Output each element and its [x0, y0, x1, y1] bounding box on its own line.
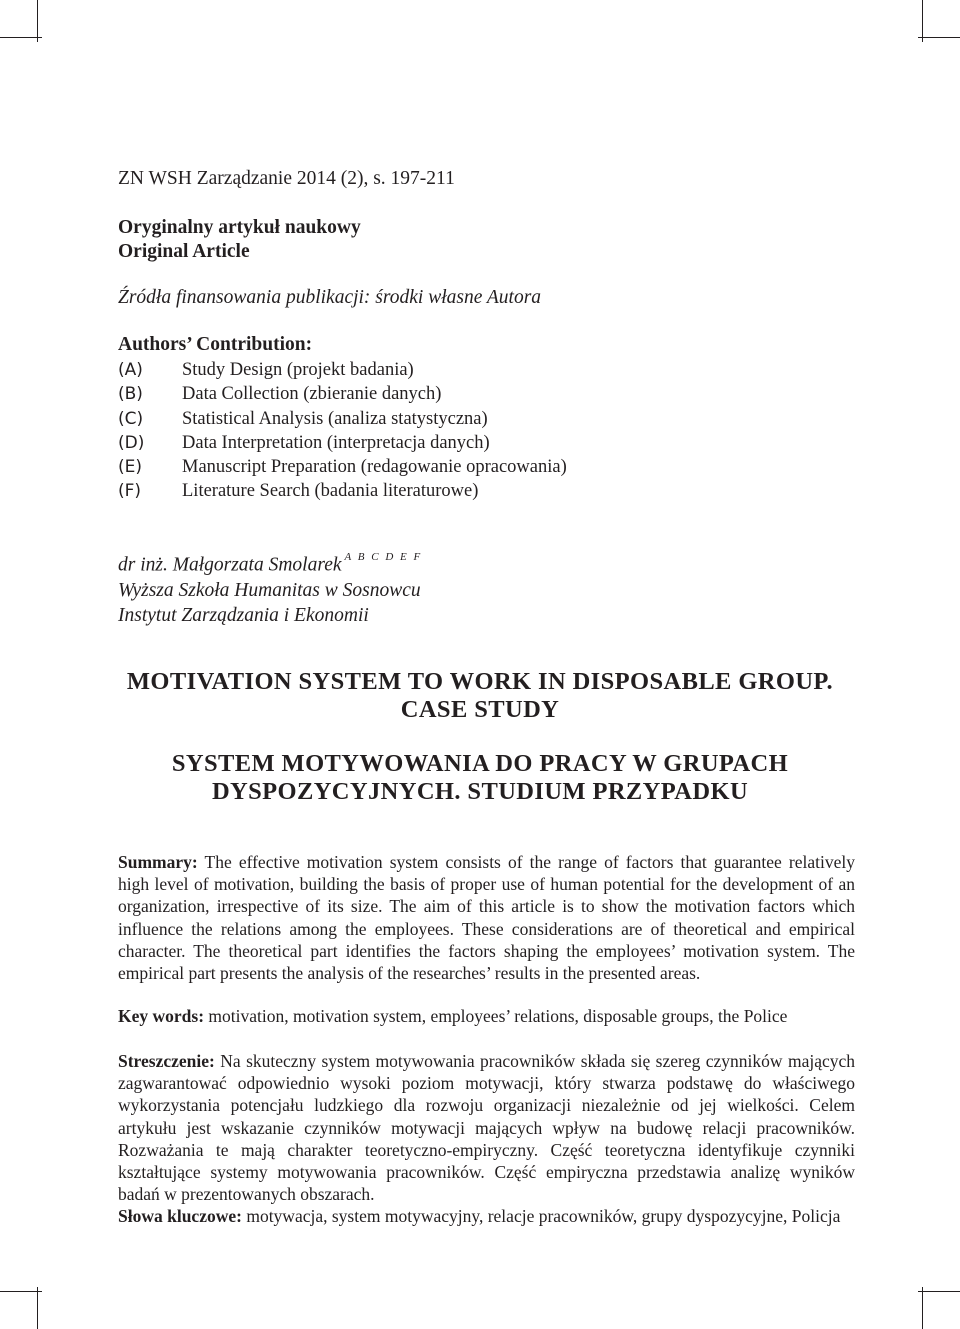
author-contribution-letters: A B C D E F	[344, 551, 423, 563]
crop-mark-bottom-right-vertical	[922, 1287, 923, 1329]
crop-mark-top-left-vertical	[37, 0, 38, 42]
author-block	[118, 548, 422, 628]
article-type-en: Original Article	[118, 241, 250, 262]
contribution-letter: (B)	[118, 384, 143, 405]
slowa-kluczowe-label: Słowa kluczowe:	[118, 1206, 242, 1226]
journal-header: ZN WSH Zarządzanie 2014 (2), s. 197-211	[118, 168, 455, 189]
slowa-kluczowe-text: motywacja, system motywacyjny, relacje pracowników, grupy dyspozycyjne, Policja	[246, 1206, 841, 1226]
contribution-text: Study Design (projekt badania)	[182, 360, 414, 380]
title-polish	[0, 750, 960, 806]
keywords-label: Key words:	[118, 1006, 205, 1026]
streszczenie-paragraph	[118, 1050, 855, 1205]
author-line	[118, 548, 422, 578]
contribution-list	[118, 358, 567, 504]
streszczenie-text: Na skuteczny system motywowania pracowników składa się szereg czynników mających zagwarantować odpowiednio wysoki poziom motywacji, który stwarza podstawę do właściwego wykorzystania potencjału ludzkiego dla rozwoju organizacji niezależnie od jej wielkości. Celem artykułu jest wskazanie czynników motywacji mających wpływ na budowę relacji pracowników. Rozważania te mają charakter teoretyczno-empiryczny. Część teoretyczna identyfikuje czynniki kształtujące systemy motywowania pracowników. Część empiryczna przedstawia analizę wyników badań w prezentowanych obszarach.	[118, 1051, 856, 1205]
contribution-letter: (E)	[118, 457, 143, 478]
title-en-line-1: MOTIVATION SYSTEM TO WORK IN DISPOSABLE GROUP.	[126, 668, 834, 695]
funding-source: Źródła finansowania publikacji: środki własne Autora	[118, 287, 542, 308]
crop-mark-bottom-left-horizontal	[0, 1291, 42, 1292]
title-english	[0, 668, 960, 724]
contribution-item	[118, 382, 567, 406]
crop-mark-bottom-left-vertical	[37, 1287, 38, 1329]
keywords-paragraph	[118, 1005, 855, 1027]
contribution-letter: (D)	[118, 432, 145, 453]
title-pl-line-2: DYSPOZYCYJNYCH. STUDIUM PRZYPADKU	[211, 778, 749, 805]
contribution-item	[118, 479, 567, 503]
slowa-kluczowe-paragraph	[118, 1205, 855, 1227]
contribution-item	[118, 407, 567, 431]
streszczenie-label: Streszczenie:	[118, 1051, 215, 1071]
crop-mark-top-right-horizontal	[918, 37, 960, 38]
crop-mark-top-right-vertical	[922, 0, 923, 42]
contribution-text: Data Interpretation (interpretacja danych)	[182, 432, 490, 453]
contribution-letter: (A)	[118, 360, 143, 380]
article-type	[118, 216, 361, 264]
contribution-text: Literature Search (badania literaturowe)	[182, 481, 479, 502]
title-pl-line-1: SYSTEM MOTYWOWANIA DO PRACY W GRUPACH	[171, 750, 789, 777]
contribution-letter: (F)	[118, 481, 142, 502]
keywords-text: motivation, motivation system, employees’ relations, disposable groups, the Police	[208, 1006, 788, 1026]
contribution-item	[118, 358, 567, 382]
contribution-item	[118, 455, 567, 479]
crop-mark-top-left-horizontal	[0, 37, 42, 38]
summary-text: The effective motivation system consists of the range of factors that guarantee relatively high level of motivation, building the basis of proper use of human potential for the development of an organization, irrespective of its size. The aim of this article is to show the motivation factors which influence the relations among the employees. These considerations are of theoretical and empirical character. The theoretical part identifies the factors shaping the employees’ motivation system. The empirical part presents the analysis of the researches’ results in the presented areas.	[118, 852, 856, 984]
author-institute: Instytut Zarządzania i Ekonomii	[118, 604, 369, 626]
contribution-letter: (C)	[118, 408, 144, 429]
summary-label: Summary:	[118, 852, 198, 872]
author-school: Wyższa Szkoła Humanitas w Sosnowcu	[118, 579, 421, 601]
article-type-pl: Oryginalny artykuł naukowy	[118, 217, 361, 238]
contribution-text: Statistical Analysis (analiza statystyczna)	[182, 408, 488, 429]
contribution-text: Data Collection (zbieranie danych)	[182, 384, 442, 405]
author-name: dr inż. Małgorzata Smolarek	[118, 554, 342, 576]
summary-paragraph	[118, 851, 855, 984]
crop-mark-bottom-right-horizontal	[918, 1291, 960, 1292]
contribution-item	[118, 431, 567, 455]
title-en-line-2: CASE STUDY	[400, 696, 560, 723]
contribution-text: Manuscript Preparation (redagowanie opracowania)	[182, 457, 567, 478]
contribution-title: Authors’ Contribution:	[118, 334, 313, 355]
